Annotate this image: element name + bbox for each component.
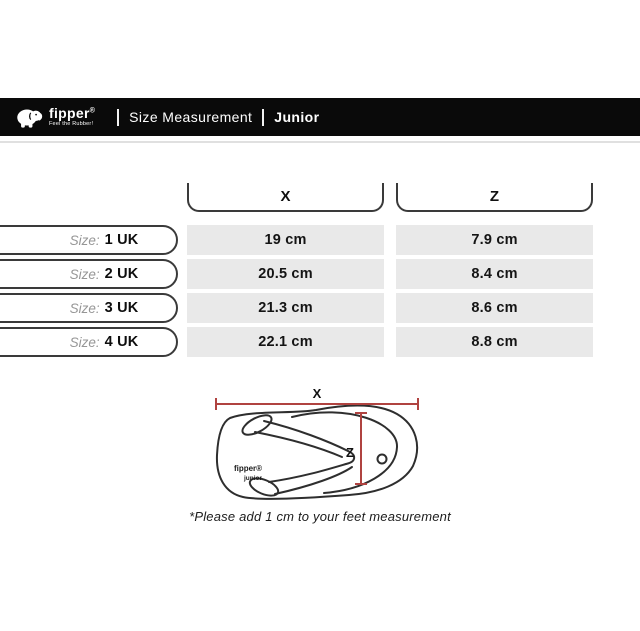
z-dimension-label: Z <box>346 445 354 460</box>
z-measurement-cell: 8.8 cm <box>396 327 593 357</box>
z-dimension-line <box>355 413 367 484</box>
page-title: Size Measurement <box>129 109 253 125</box>
sole-brand-text: fipper® <box>233 464 263 473</box>
size-label-4uk <box>0 327 178 357</box>
table-row <box>0 225 640 255</box>
brand-tagline: Feel the Rubber! <box>49 121 94 128</box>
size-value: 2 UK <box>104 266 139 282</box>
table-row <box>0 259 640 289</box>
z-measurement-cell: 8.6 cm <box>396 293 593 323</box>
x-dimension-label: X <box>312 386 322 401</box>
brand-text <box>49 106 95 128</box>
elephant-logo-icon <box>16 106 43 129</box>
size-prefix: Size: <box>69 266 100 282</box>
x-measurement-cell: 21.3 cm <box>187 293 384 323</box>
brand-name: fipper® <box>49 105 96 122</box>
size-label-1uk <box>0 225 178 255</box>
z-measurement-cell: 7.9 cm <box>396 225 593 255</box>
header-bar <box>0 98 640 136</box>
size-value: 4 UK <box>104 334 139 350</box>
size-label-3uk <box>0 293 178 323</box>
category-label: Junior <box>274 109 320 125</box>
separator <box>117 109 119 126</box>
column-header-x: X <box>187 183 384 212</box>
flipflop-outline <box>217 406 417 499</box>
sole-junior-text: junior <box>243 475 263 482</box>
x-measurement-cell: 20.5 cm <box>187 259 384 289</box>
footnote: *Please add 1 cm to your feet measurement <box>189 509 451 524</box>
size-prefix: Size: <box>69 232 100 248</box>
column-header-z: Z <box>396 183 593 212</box>
size-value: 1 UK <box>104 232 139 248</box>
table-row <box>0 327 640 357</box>
size-prefix: Size: <box>69 300 100 316</box>
size-value: 3 UK <box>104 300 139 316</box>
size-prefix: Size: <box>69 334 100 350</box>
divider-line <box>0 141 640 143</box>
x-measurement-cell: 19 cm <box>187 225 384 255</box>
size-label-2uk <box>0 259 178 289</box>
separator <box>262 109 264 126</box>
table-row <box>0 293 640 323</box>
z-measurement-cell: 8.4 cm <box>396 259 593 289</box>
registered-mark: ® <box>89 107 96 115</box>
brand <box>16 106 95 129</box>
x-measurement-cell: 22.1 cm <box>187 327 384 357</box>
